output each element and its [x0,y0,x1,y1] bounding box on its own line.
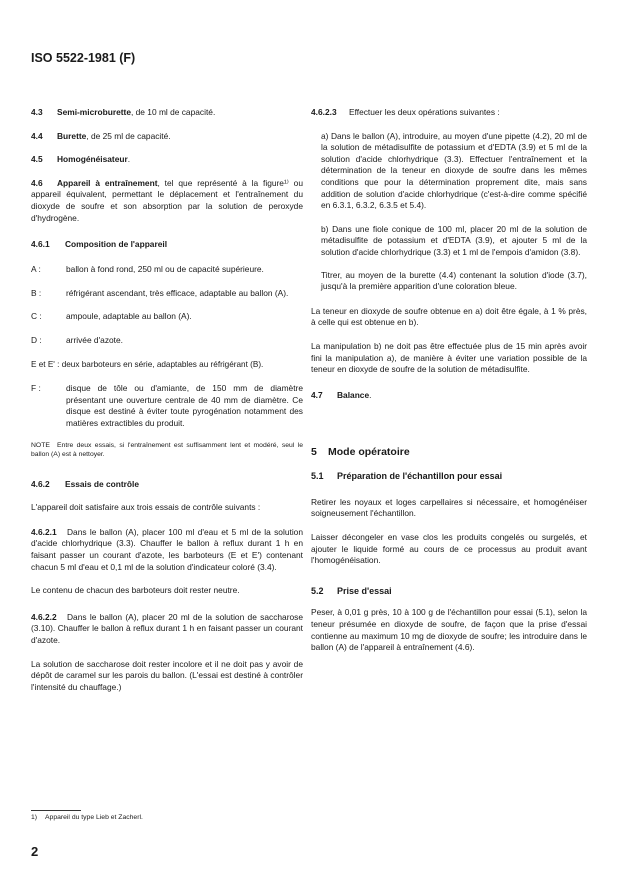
section-4-6-1: 4.6.1 Composition de l'appareil [31,239,168,250]
left-column [31,107,303,693]
sucrose-requirement: La solution de saccharose doit rester incolore et il ne doit pas y avoir de dépôt de caramel sur les parois du ballon. (L'essai est destiné à contrôler l'intensité du chauffage.) [31,658,303,692]
section-5-2-heading: 5.2 Prise d'essai [311,585,392,596]
sample-prep-paragraph-1: Retirer les noyaux et loges carpellaires si nécessaire, et homogénéiser soigneusement l'échantillon. [311,496,587,519]
sample-prep-paragraph-2: Laisser décongeler en vase clos les produits congelés ou surgelés, et ajouter le liquide formé au cours de ce processus au produit avant l'homogénéisation. [311,532,587,566]
footnote: 1) Appareil du type Lieb et Zacherl. [31,814,143,821]
section-5-1-heading: 5.1 Préparation de l'échantillon pour essai [311,471,503,482]
part-b: B : réfrigérant ascendant, très efficace, adaptable au ballon (A). [31,287,289,298]
part-a: A : ballon à fond rond, 250 ml ou de capacité supérieure. [31,263,264,274]
document-header: ISO 5522-1981 (F) [31,51,136,65]
manipulation-timing: La manipulation b) ne doit pas être effectuée plus de 15 min après avoir fini la manipulation a), de manière à éviter une variation possible de la teneur en dioxyde de soufre de la solution de métadisulfite. [311,340,587,375]
part-d: D : arrivée d'azote. [31,334,123,345]
page-number: 2 [31,844,39,859]
control-tests-intro: L'appareil doit satisfaire aux trois essais de contrôle suivants : [31,502,261,513]
footnote-rule [31,810,81,811]
equality-requirement: La teneur en dioxyde de soufre obtenue en a) doit être égale, à 1 % près, à celle qui est obtenue en b). [311,305,587,328]
apparatus-parts-list [31,264,303,430]
test-portion-paragraph: Peser, à 0,01 g près, 10 à 100 g de l'échantillon pour essai (5.1), selon la teneur présumée en dioxyde de soufre, de façon que la prise d'essai contienne au maximum 10 mg de dioxyde de soufre; les introduire dans le ballon (A) de l'appareil à entraînement (4.6). [311,607,587,653]
section-4-6: 4.6 Appareil à entraînement, tel que représenté à la figure¹⁾ ou appareil équivalent, permettant le déplacement et l'entraînement du dioxyde de soufre et son absorption par la solution de peroxyde d'hydrogène. [31,177,303,223]
part-e: E et E' : deux barboteurs en série, adaptables au réfrigérant (B). [31,359,264,369]
section-4-6-2-2: 4.6.2.2 Dans le ballon (A), placer 20 ml de la solution de saccharose (3.10). Chauffer le ballon à reflux durant 1 h en faisant passer un courant d'azote. [31,611,303,646]
section-4-6-2-3: 4.6.2.3 Effectuer les deux opérations suivantes : [311,107,500,117]
section-4-6-2: 4.6.2 Essais de contrôle [31,478,140,489]
note: NOTE Entre deux essais, si l'entraînement est suffisamment lent et modéré, seul le ballon (A) est à nettoyer. [31,441,303,459]
part-c: C : ampoule, adaptable au ballon (A). [31,311,192,322]
section-4-5: 4.5 Homogénéisateur. [31,154,131,165]
operation-b: b) Dans une fiole conique de 100 ml, placer 20 ml de la solution de métadisulfite de potassium et d'EDTA (3.9), et ajouter 5 ml de la solution d'acide chlorhydrique (3.3) et 1 ml de l'empois d'amidon (3.8). [321,223,587,257]
section-5-heading: 5 Mode opératoire [311,446,410,459]
section-4-4: 4.4 Burette, de 25 ml de capacité. [31,130,171,141]
right-column [311,107,587,654]
section-4-7: 4.7 Balance. [311,389,372,400]
operation-a: a) Dans le ballon (A), introduire, au moyen d'une pipette (4.2), 20 ml de la solution de métadisulfite de potassium et d'EDTA (3.9) et 5 ml de la solution d'acide chlorhydrique (3.3). Effectuer l'entraînement et la détermination de la teneur en dioxyde de soufre dans les mêmes conditions que pour la détermination proprement dite, mais sans addition de solution d'acide chlorhydrique (c'est-à-dire comme spécifié en 6.3.1, 6.3.2, 6.3.5 et 5.4). [321,130,587,211]
part-f: F : disque de tôle ou d'amiante, de 150 mm de diamètre présentant une ouverture centrale de 40 mm de diamètre. Ce disque est destiné à éviter toute pyrogénation notamment des matières extractibles du produit. [31,383,303,428]
operation-b-titration: Titrer, au moyen de la burette (4.4) contenant la solution d'iode (3.7), jusqu'à la première apparition d'une coloration bleue. [321,269,587,292]
section-4-6-2-1: 4.6.2.1 Dans le ballon (A), placer 100 ml d'eau et 5 ml de la solution d'acide chlorhydrique (3.3). Chauffer le ballon à reflux durant 1 h en faisant passer un courant d'azote, les barboteurs (E et E') contenant chacun 5 ml d'eau et 0,1 ml de la solution d'indicateur coloré (3.4). [31,526,303,572]
section-4-3: 4.3 Semi-microburette, de 10 ml de capacité. [31,107,216,117]
neutral-requirement: Le contenu de chacun des barboteurs doit rester neutre. [31,585,240,596]
